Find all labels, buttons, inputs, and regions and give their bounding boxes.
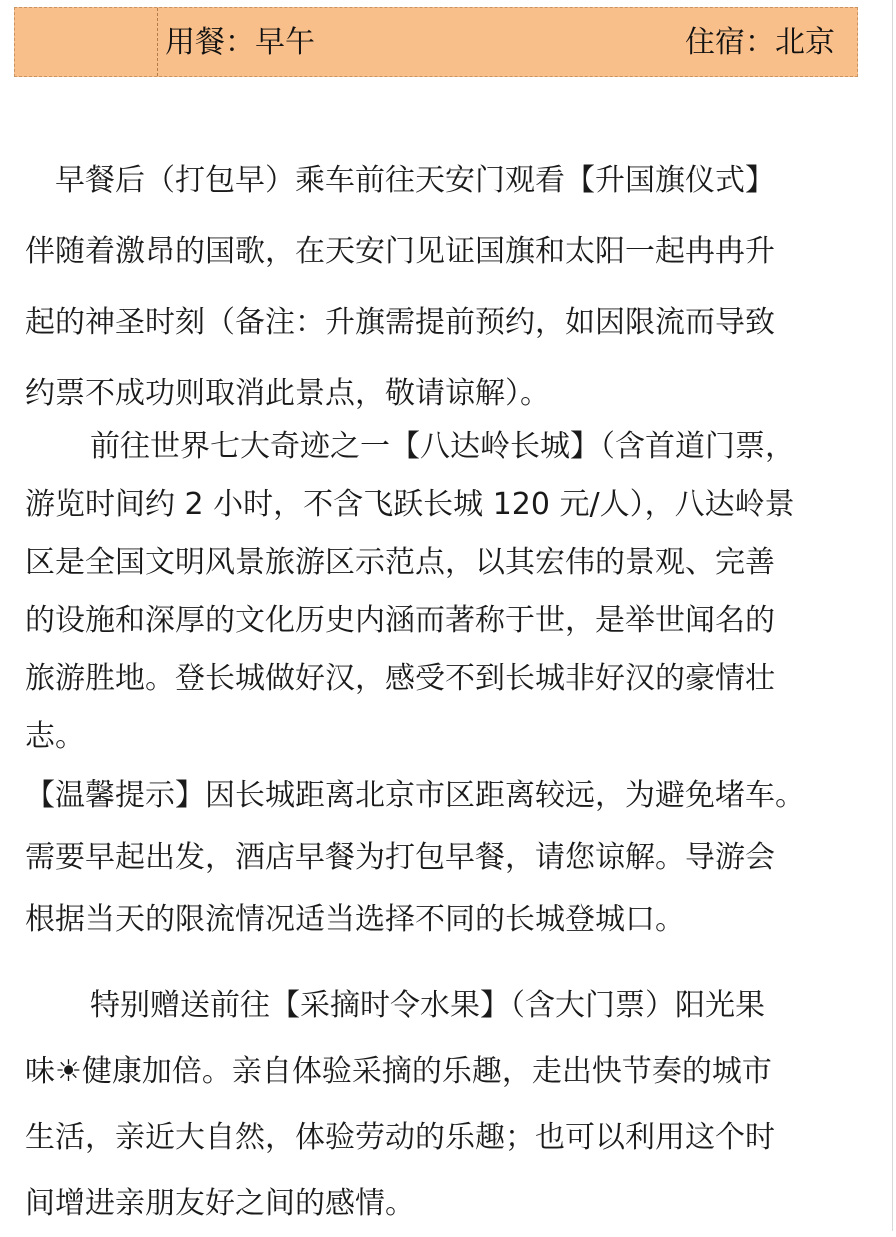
text-line: 需要早起出发，酒店早餐为打包早餐，请您谅解。导游会 [25,840,775,875]
text-line: 伴随着激昂的国歌，在天安门见证国旗和太阳一起冉冉升 [25,234,775,269]
text-line: 前往世界七大奇迹之一【八达岭长城】（含首道门票， [90,429,795,464]
text-line: 特别赠送前往【采摘时令水果】（含大门票）阳光果 [90,988,765,1023]
paragraph-warm-tip [25,765,870,951]
text-line: 的设施和深厚的文化历史内涵而著称于世，是举世闻名的 [25,603,775,638]
text-line: 区是全国文明风景旅游区示范点，以其宏伟的景观、完善 [25,545,775,580]
paragraph-flag-ceremony [25,145,870,429]
itinerary-header-bar [14,7,858,77]
lodging-info: 住宿：北京 [685,25,835,60]
text-line: 旅游胜地。登长城做好汉，感受不到长城非好汉的豪情壮 [25,661,775,696]
text-line: 生活，亲近大自然，体验劳动的乐趣；也可以利用这个时 [25,1120,775,1155]
header-cell-divider [157,8,159,76]
text-line: 间增进亲朋友好之间的感情。 [25,1186,415,1221]
text-line: 约票不成功则取消此景点，敬请谅解）。 [25,376,550,411]
text-line: 起的神圣时刻（备注：升旗需提前预约，如因限流而导致 [25,305,775,340]
text-line: 游览时间约 2 小时，不含飞跃长城 120 元/人），八达岭景 [25,487,795,522]
paragraph-fruit-picking [25,973,870,1237]
text-line: 根据当天的限流情况适当选择不同的长城登城口。 [25,902,685,937]
paragraph-great-wall [25,418,870,766]
text-line: 志。 [25,719,85,754]
text-line: 早餐后（打包早）乘车前往天安门观看【升国旗仪式】 [55,163,775,198]
text-line: 味☀健康加倍。亲自体验采摘的乐趣，走出快节奏的城市 [25,1054,772,1089]
text-line: 【温馨提示】因长城距离北京市区距离较远，为避免堵车。 [25,778,805,813]
page-edge-rule [892,0,893,1231]
meals-info: 用餐：早午 [165,25,315,60]
